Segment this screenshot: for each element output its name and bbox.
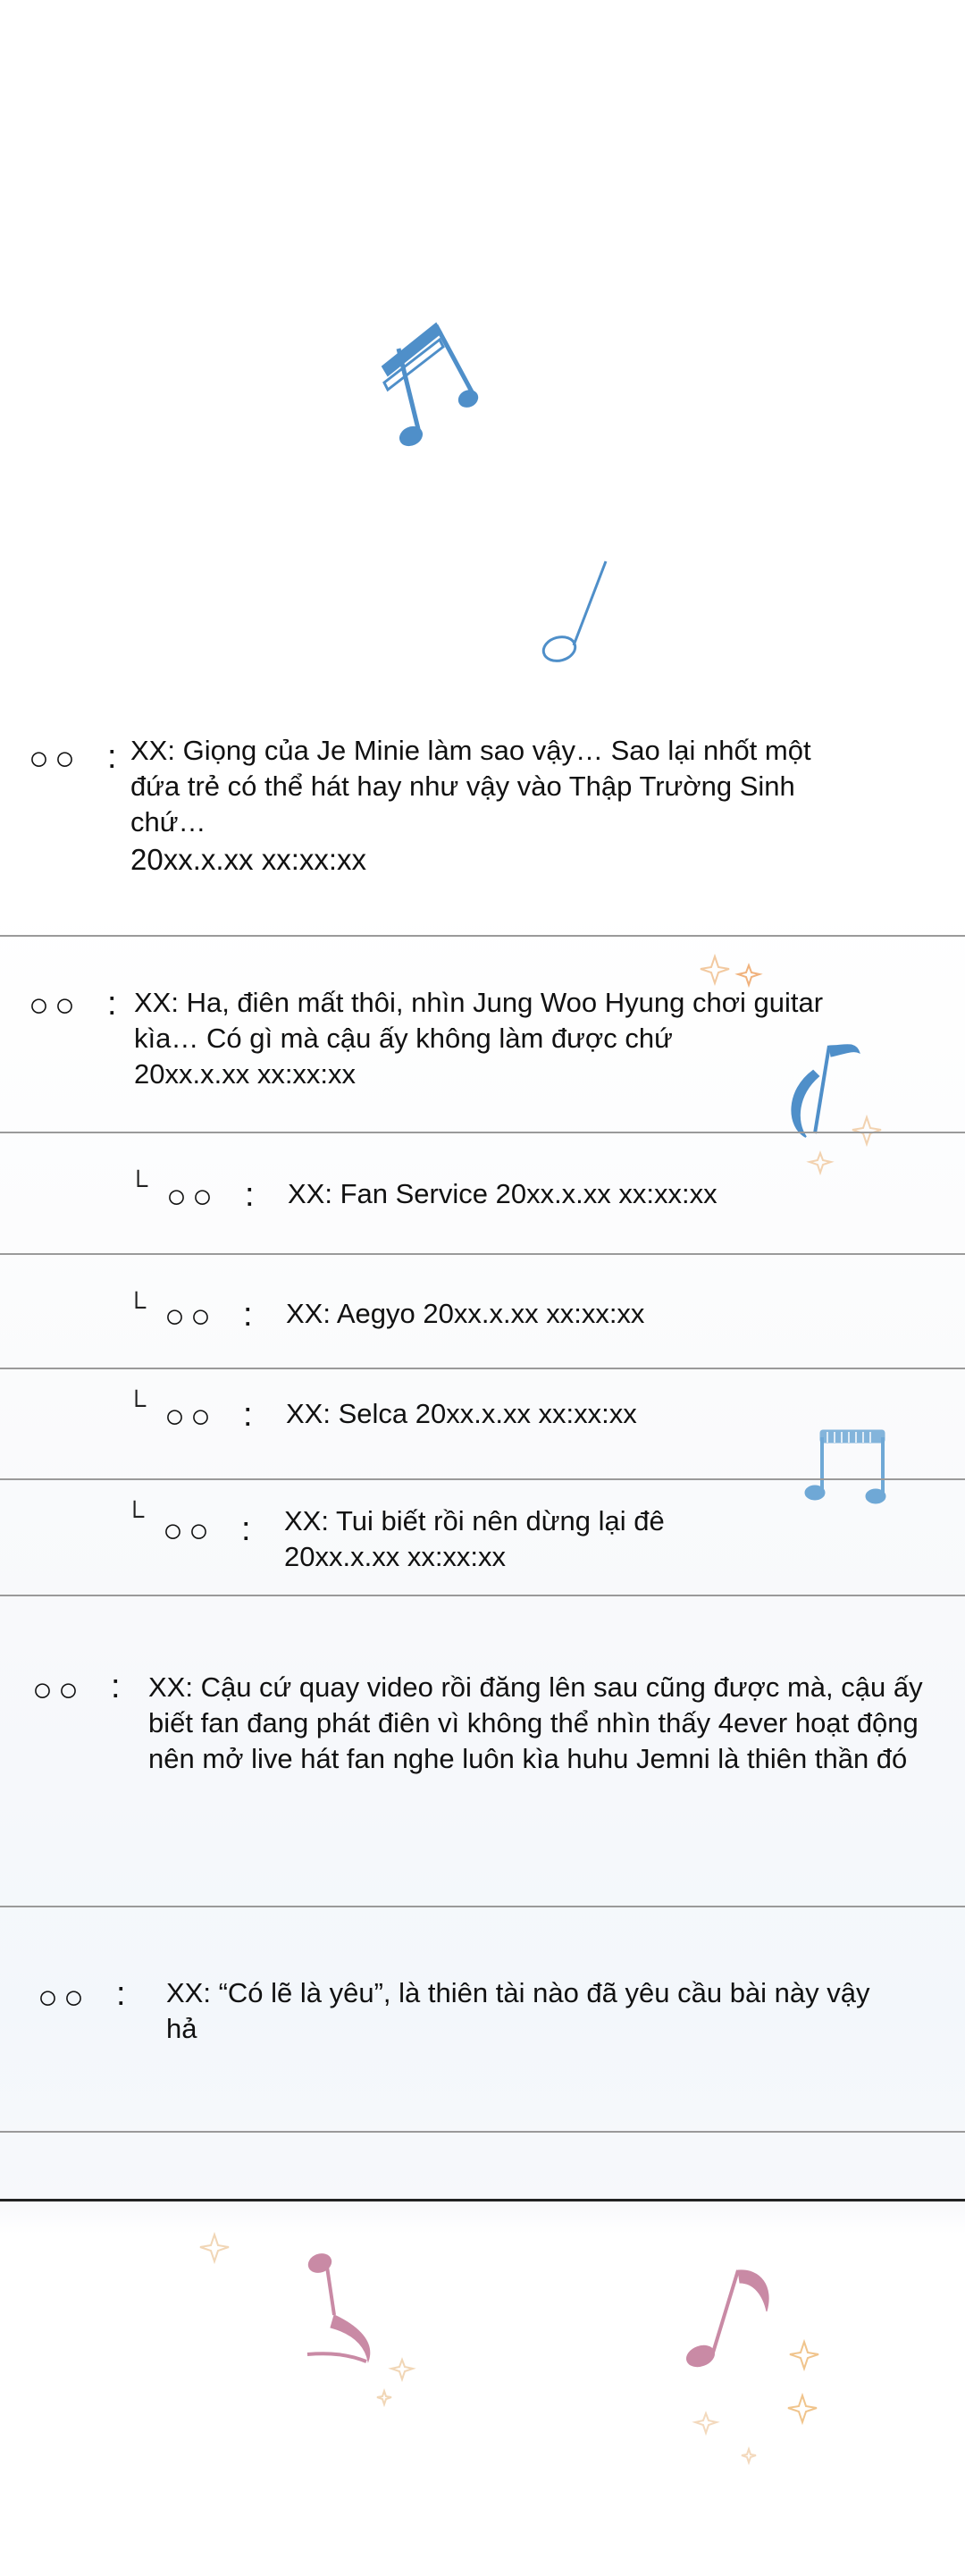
comment-divider	[0, 1132, 965, 1133]
comment-divider	[0, 935, 965, 937]
comment-colon: :	[243, 1396, 253, 1434]
sparkle-icon	[188, 2199, 438, 2413]
comment-text	[130, 733, 863, 878]
comment-colon: :	[111, 1668, 121, 1705]
commenter-name: ○○	[163, 1512, 214, 1550]
comment-divider	[0, 1478, 965, 1480]
commenter-name: ○○	[164, 1298, 216, 1335]
commenter-name: ○○	[166, 1178, 218, 1216]
comment-divider	[0, 1368, 965, 1369]
commenter-name: ○○	[29, 740, 80, 778]
comment-body: XX: Giọng của Je Minie làm sao vậy… Sao lại nhốt một đứa trẻ có thể hát hay như vậy vào Thập Trường Sinh chứ…	[130, 735, 811, 838]
sparkle-icon	[688, 2324, 849, 2476]
eighth-note-icon	[534, 556, 615, 672]
comment-text: XX: Fan Service 20xx.x.xx xx:xx:xx	[288, 1178, 717, 1209]
comment-colon: :	[241, 1511, 251, 1548]
comment-colon: :	[107, 985, 117, 1023]
comment-colon: :	[243, 1296, 253, 1334]
comment-divider	[0, 1253, 965, 1255]
reply-corner-icon: └	[127, 1292, 147, 1322]
comment-divider	[0, 2131, 965, 2133]
comment-body: XX: Tui biết rồi nên dừng lại đê	[284, 1505, 665, 1536]
comment-colon: :	[245, 1176, 255, 1214]
comment-text: XX: Selca 20xx.x.xx xx:xx:xx	[286, 1398, 637, 1429]
reply-corner-icon: └	[129, 1171, 148, 1200]
comment-body: XX: Ha, điên mất thôi, nhìn Jung Woo Hyung chơi guitar kìa… Có gì mà cậu ấy không làm được chứ	[134, 987, 824, 1054]
section-divider	[0, 2199, 965, 2201]
comment-divider	[0, 1906, 965, 1907]
comment-colon: :	[107, 738, 117, 776]
commenter-name: ○○	[38, 1979, 89, 2016]
comment-divider	[0, 1595, 965, 1596]
comment-timestamp: 20xx.x.xx xx:xx:xx	[134, 1058, 357, 1090]
comment-text	[284, 1503, 910, 1575]
reply-corner-icon: └	[125, 1502, 145, 1531]
comment-text: XX: “Có lẽ là yêu”, là thiên tài nào đã yêu cầu bài này vậy hả	[166, 1977, 870, 2044]
comment-text: XX: Cậu cứ quay video rồi đăng lên sau cũng được mà, cậu ấy biết fan đang phát điên vì không thể nhìn thấy 4ever hoạt động nên mở live hát fan nghe luôn kìa huhu Jemni là thiên thần đó	[148, 1671, 923, 1774]
reply-corner-icon: └	[127, 1391, 147, 1420]
commenter-name: ○○	[164, 1398, 216, 1435]
comment-timestamp: 20xx.x.xx xx:xx:xx	[130, 843, 367, 876]
double-eighth-note-icon	[357, 313, 491, 465]
comment-colon: :	[116, 1975, 126, 2013]
comment-text	[134, 985, 876, 1092]
commenter-name: ○○	[32, 1671, 84, 1709]
commenter-name: ○○	[29, 987, 80, 1024]
comment-timestamp: 20xx.x.xx xx:xx:xx	[284, 1541, 507, 1572]
comment-text: XX: Aegyo 20xx.x.xx xx:xx:xx	[286, 1298, 645, 1329]
